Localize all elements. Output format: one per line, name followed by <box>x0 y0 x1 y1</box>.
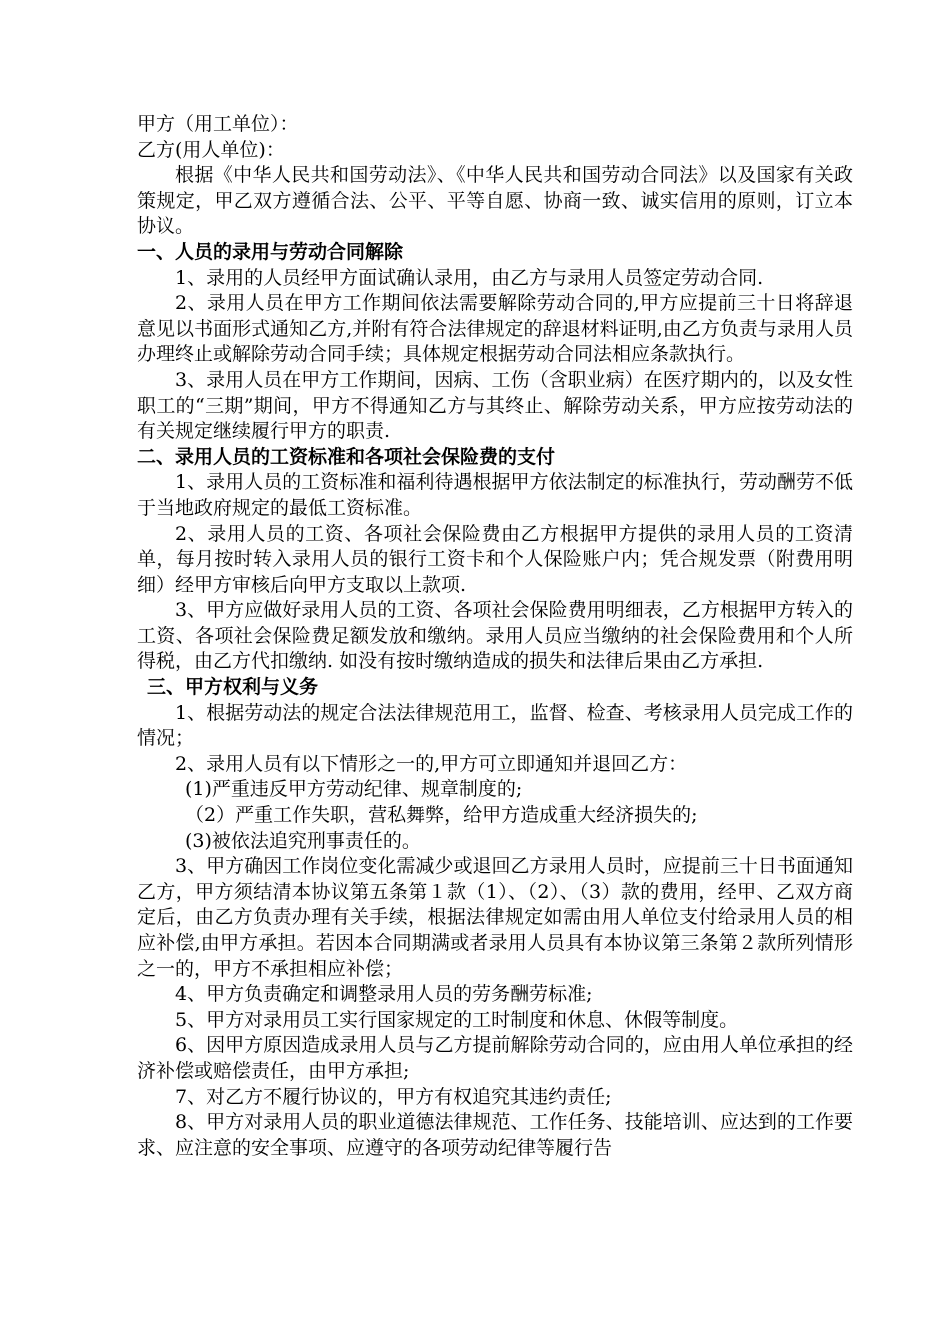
section-3-sub-item-3: (3)被依法追究刑事责任的。 <box>185 829 421 852</box>
section-3-paragraph-3: 3、甲方确因工作岗位变化需减少或退回乙方录用人员时，应提前三十日书面通知乙方，甲方须结清本协议第五条第１款（1）、（2）、（3）款的费用，经甲、乙双方商定后，由乙方负责办理有关手续，根据法律规定如需由用人单位支付给录用人员的相应补偿,由甲方承担。若因本合同期满或者录用人员具有本协议第三条第２款所列情形之一的，甲方不承担相应补偿； <box>137 855 853 980</box>
section-3-paragraph-8: 8、甲方对录用人员的职业道德法律规范、工作任务、技能培训、应达到的工作要求、应注意的安全事项、应遵守的各项劳动纪律等履行告 <box>137 1111 853 1159</box>
section-3-sub-item-1: (1)严重违反甲方劳动纪律、规章制度的; <box>185 778 523 801</box>
section-3-sub-item-2: （2）严重工作失职，营私舞弊，给甲方造成重大经济损失的; <box>185 804 698 827</box>
section-2-paragraph-3: 3、甲方应做好录用人员的工资、各项社会保险费用明细表，乙方根据甲方转入的工资、各项社会保险费足额发放和缴纳。录用人员应当缴纳的社会保险费用和个人所得税，由乙方代扣缴纳. 如没有按时缴纳造成的损失和法律后果由乙方承担. <box>137 599 853 673</box>
party-b-line: 乙方(用人单位)： <box>137 138 285 161</box>
section-3-paragraph-6: 6、因甲方原因造成录用人员与乙方提前解除劳动合同的，应由用人单位承担的经济补偿或赔偿责任，由甲方承担; <box>137 1034 853 1082</box>
preamble-paragraph: 根据《中华人民共和国劳动法》、《中华人民共和国劳动合同法》以及国家有关政策规定，甲乙双方遵循合法、公平、平等自愿、协商一致、诚实信用的原则，订立本协议。 <box>137 164 853 238</box>
section-1-paragraph-3: 3、录用人员在甲方工作期间，因病、工伤（含职业病）在医疗期内的，以及女性职工的“三期”期间，甲方不得通知乙方与其终止、解除劳动关系，甲方应按劳动法的有关规定继续履行甲方的职责. <box>137 368 853 443</box>
section-3-paragraph-7: 7、对乙方不履行协议的，甲方有权追究其违约责任; <box>175 1085 612 1108</box>
section-2-paragraph-1: 1、录用人员的工资标准和福利待遇根据甲方依法制定的标准执行，劳动酬劳不低于当地政府规定的最低工资标准。 <box>137 471 853 519</box>
section-3-paragraph-5: 5、甲方对录用员工实行国家规定的工时制度和休息、休假等制度。 <box>175 1008 739 1031</box>
section-1-paragraph-2: 2、录用人员在甲方工作期间依法需要解除劳动合同的,甲方应提前三十日将辞退意见以书面形式通知乙方,并附有符合法律规定的辞退材料证明,由乙方负责与录用人员办理终止或解除劳动合同手续；具体规定根据劳动合同法相应条款执行。 <box>137 292 853 366</box>
section-2-heading: 二、录用人员的工资标准和各项社会保险费的支付 <box>137 445 556 468</box>
section-3-paragraph-1: 1、根据劳动法的规定合法法律规范用工，监督、检查、考核录用人员完成工作的情况； <box>137 701 853 750</box>
section-1-heading: 一、人员的录用与劳动合同解除 <box>137 240 404 263</box>
contract-document <box>137 112 853 1161</box>
section-1-paragraph-1: 1、录用的人员经甲方面试确认录用，由乙方与录用人员签定劳动合同. <box>175 266 764 289</box>
section-3-paragraph-4: 4、甲方负责确定和调整录用人员的劳务酬劳标准; <box>175 983 593 1006</box>
party-a-line: 甲方（用工单位）： <box>137 113 299 135</box>
section-3-paragraph-2: 2、录用人员有以下情形之一的,甲方可立即通知并退回乙方： <box>175 752 688 775</box>
section-3-heading: 三、甲方权利与义务 <box>147 676 319 699</box>
section-2-paragraph-2: 2、录用人员的工资、各项社会保险费由乙方根据甲方提供的录用人员的工资清单，每月按时转入录用人员的银行工资卡和个人保险账户内；凭合规发票（附费用明细）经甲方审核后向甲方支取以上款项. <box>137 522 853 596</box>
